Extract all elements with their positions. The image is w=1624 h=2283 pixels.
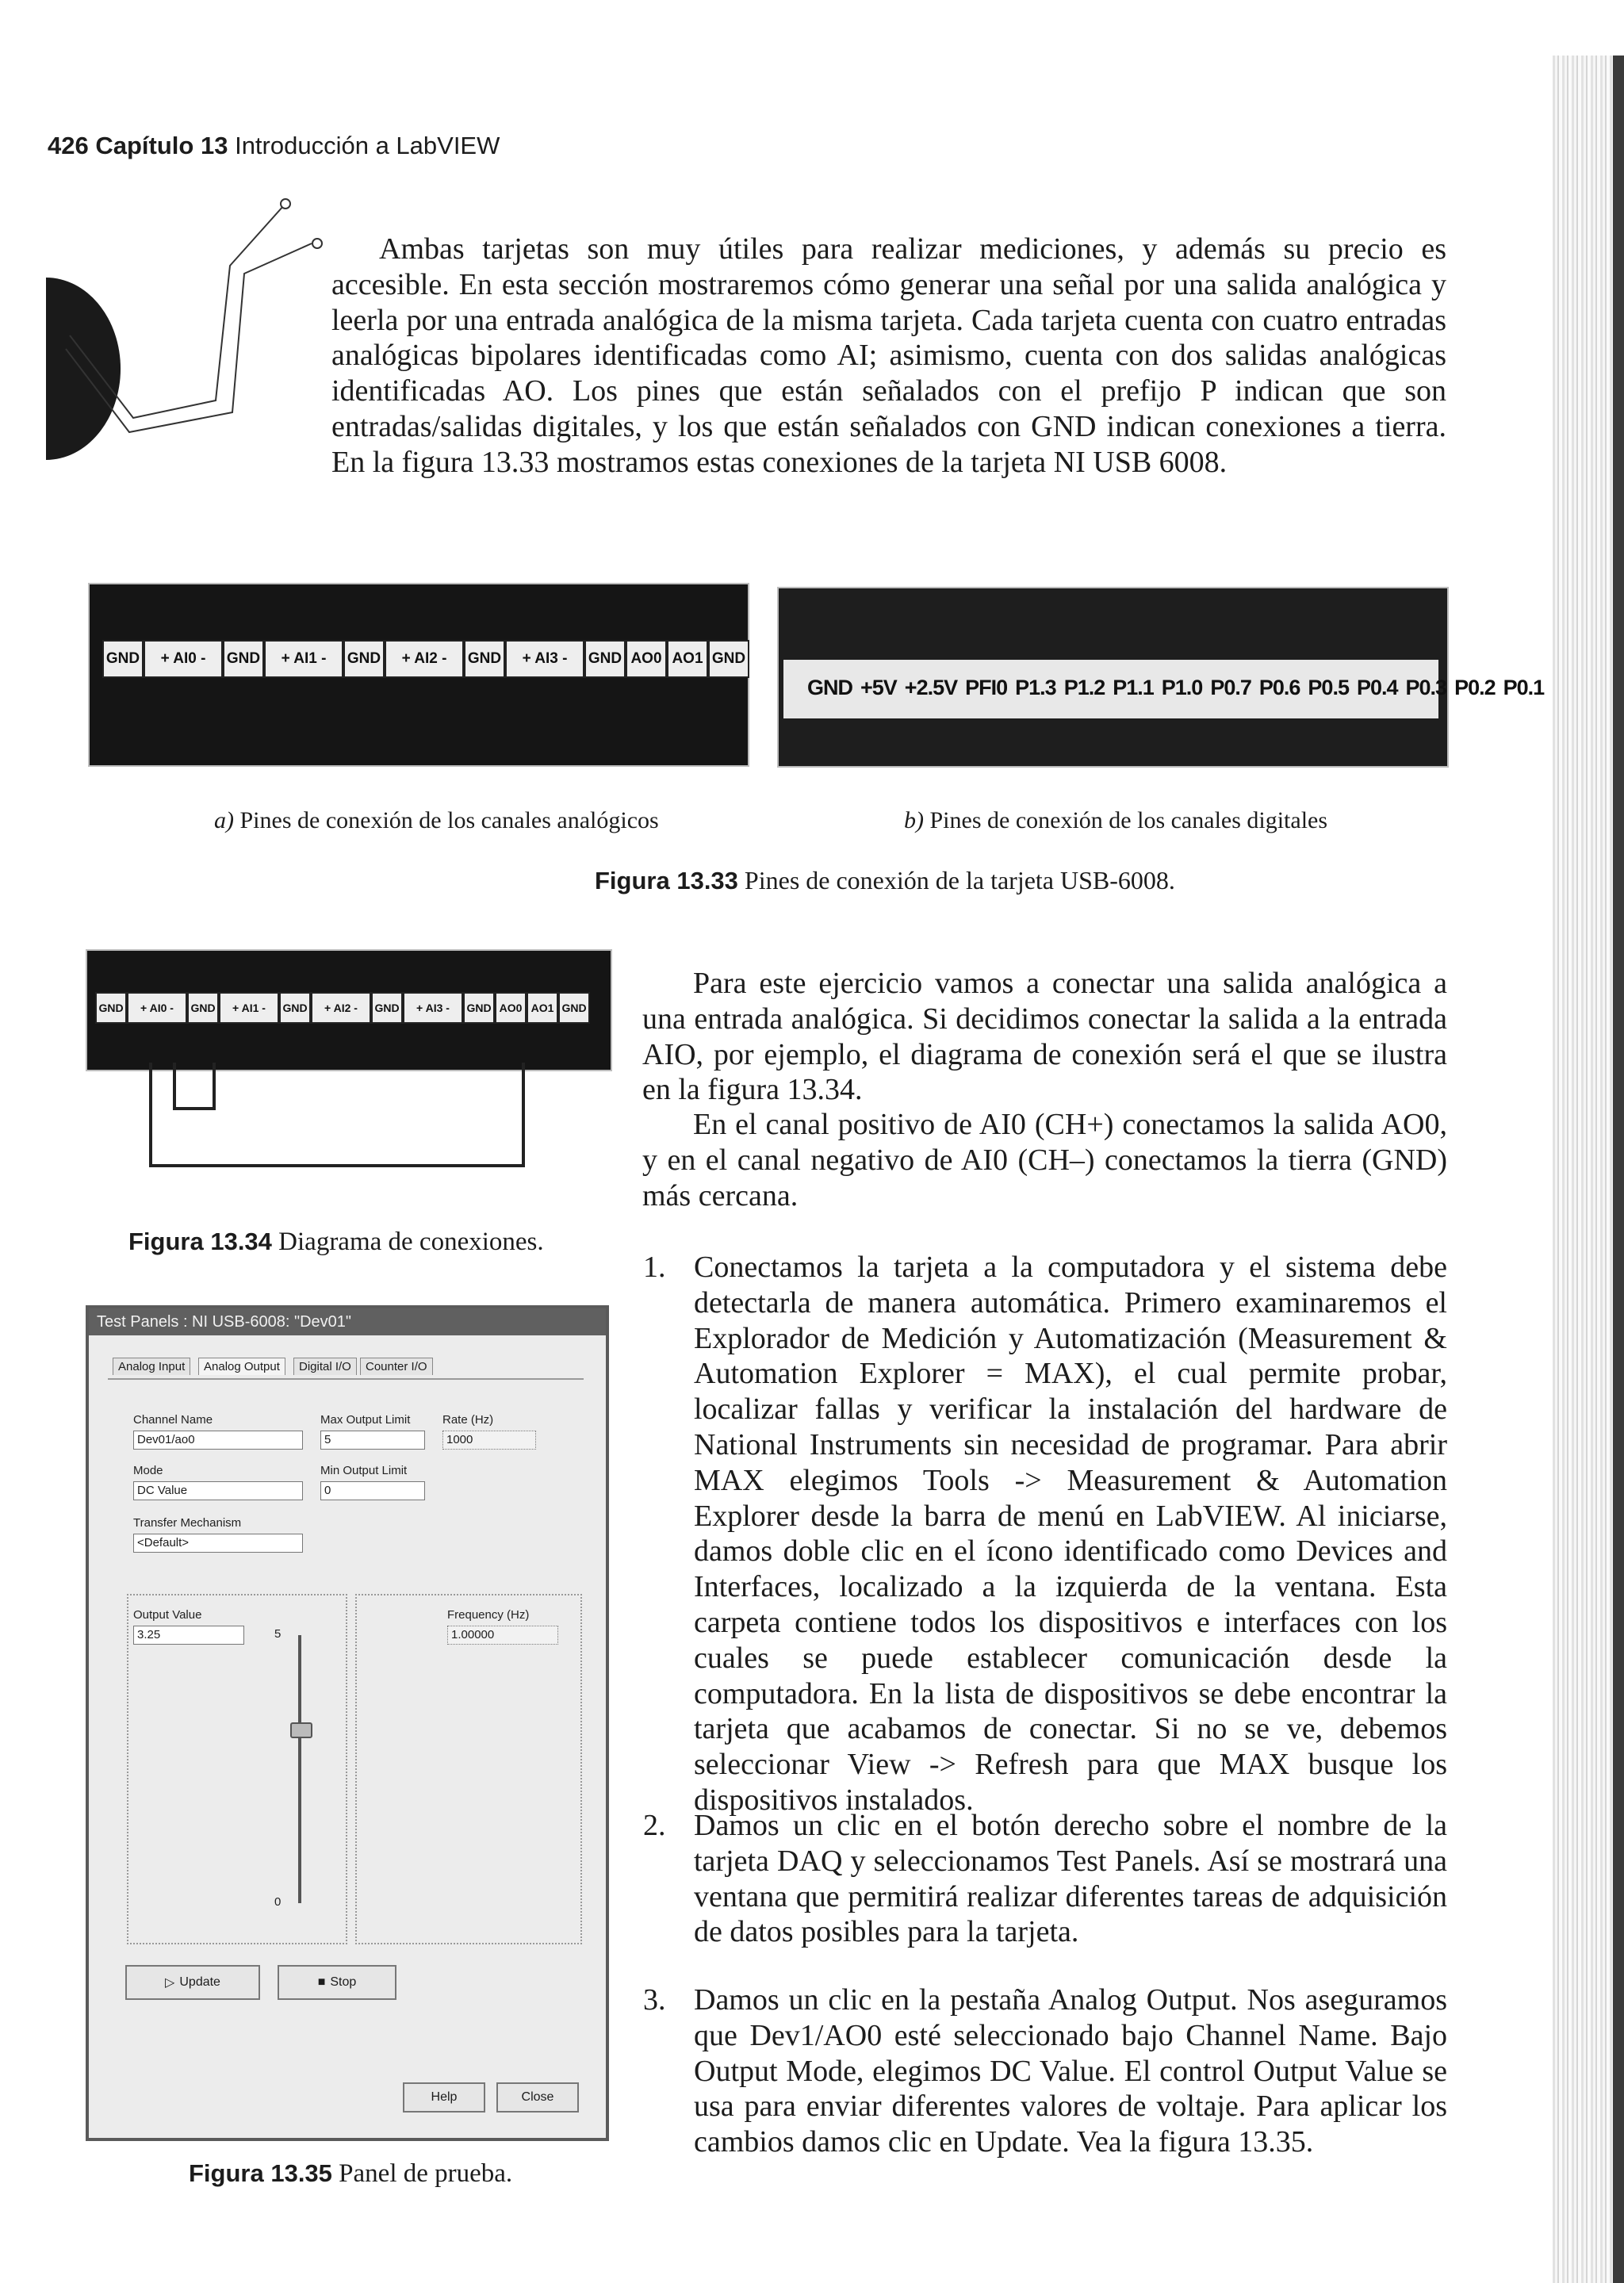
- tab-analog-output[interactable]: Analog Output: [198, 1358, 285, 1375]
- digital-terminal-label: P1.0: [1161, 676, 1203, 699]
- caption-b-letter: b): [904, 807, 924, 833]
- figure-13-33-label: Figura 13.33: [595, 867, 738, 894]
- figure-13-35-caption: [189, 2159, 512, 2189]
- terminal-label: + AI1 -: [219, 992, 279, 1024]
- output-value-group: [127, 1594, 347, 1944]
- step-1: [643, 1250, 1447, 1818]
- connection-terminal-strip: [95, 992, 590, 1024]
- connection-wires: [143, 1063, 539, 1174]
- transfer-mechanism-select[interactable]: <Default>: [133, 1534, 303, 1553]
- digital-terminal-label: P0.7: [1210, 676, 1251, 699]
- terminal-label: GND: [708, 640, 749, 678]
- output-slider-track[interactable]: [298, 1635, 301, 1903]
- body-paragraph-1: Para este ejercicio vamos a conectar una salida analógica a una entrada analógica. Si decidimos conectar la salida a la entrada AIO, por ejemplo, el diagrama de conexión será el que se ilustra en la figura 13.34.: [642, 967, 1447, 1107]
- terminal-label: GND: [558, 992, 590, 1024]
- play-icon: ▷: [165, 1976, 175, 1990]
- scanned-page-edge-shadow: [1613, 56, 1624, 2283]
- intro-paragraph: Ambas tarjetas son muy útiles para realizar mediciones, y además su precio es accesible. En esta sección mostraremos cómo generar una señal por una salida analógica y leerla por una entrada analógica de la misma tarjeta. Cada tarjeta cuenta con cuatro entradas analógicas bipolares identificadas como AI; asimismo, cuenta con dos salidas analógicas identificadas AO. Los pines que están señalados con el prefijo P indican que son entradas/salidas digitales, y los que están señalados con GND indican conexiones a tierra. En la figura 13.33 mostramos estas conexiones de la tarjeta NI USB 6008.: [331, 232, 1446, 479]
- digital-terminal-label: PFI0: [965, 676, 1008, 699]
- figure-13-33-text: Pines de conexión de la tarjeta USB-6008.: [744, 866, 1175, 894]
- figure-13-35-label: Figura 13.35: [189, 2159, 332, 2187]
- terminal-label: GND: [95, 992, 127, 1024]
- body-paragraph-2: En el canal positivo de AI0 (CH+) conectamos la salida AO0, y en el canal negativo de AI0 (CH–) conectamos la tierra (GND) más cercana.: [642, 1108, 1447, 1212]
- transfer-mechanism-label: Transfer Mechanism: [133, 1516, 242, 1530]
- terminal-label: GND: [463, 992, 495, 1024]
- digital-terminal-label: P0.1: [1503, 676, 1545, 699]
- terminal-label: + AI2 -: [385, 640, 464, 678]
- terminal-label: AO1: [667, 640, 708, 678]
- output-slider-handle[interactable]: [290, 1722, 312, 1738]
- terminal-label: + AI3 -: [403, 992, 463, 1024]
- connection-diagram-photo: [86, 949, 612, 1071]
- terminal-label: GND: [279, 992, 311, 1024]
- terminal-label: + AI0 -: [144, 640, 223, 678]
- update-button[interactable]: [125, 1965, 260, 2000]
- step-3-text: Damos un clic en la pestaña Analog Output. Nos aseguramos que Dev1/AO0 esté seleccionado bajo Channel Name. Bajo Output Mode, elegimos DC Value. El control Output Value se usa para enviar diferentes valores de voltaje. Para aplicar los cambios damos clic en Update. Vea la figura 13.35.: [694, 1983, 1447, 2159]
- terminal-label: GND: [102, 640, 144, 678]
- help-button[interactable]: Help: [403, 2082, 485, 2113]
- max-output-label: Max Output Limit: [320, 1413, 411, 1427]
- step-3: [643, 1982, 1447, 2160]
- test-panel-window: [86, 1305, 609, 2141]
- update-button-label: Update: [179, 1975, 220, 1989]
- digital-terminal-strip: [807, 676, 1601, 700]
- rate-label: Rate (Hz): [442, 1413, 494, 1427]
- terminal-label: + AI1 -: [264, 640, 343, 678]
- digital-terminal-label: P0.5: [1308, 676, 1349, 699]
- terminal-label: GND: [223, 640, 264, 678]
- digital-terminal-label: P1.1: [1113, 676, 1154, 699]
- terminal-label: GND: [343, 640, 385, 678]
- figure-13-33-caption-b: [904, 807, 1327, 834]
- tab-digital-io[interactable]: Digital I/O: [293, 1358, 357, 1375]
- digital-pins-photo: [777, 587, 1545, 768]
- figure-13-33-caption: [595, 866, 1175, 895]
- digital-terminal-label: P0.6: [1258, 676, 1300, 699]
- rate-input[interactable]: 1000: [442, 1431, 536, 1450]
- figure-13-33-caption-a: [214, 807, 659, 834]
- slider-max-label: 5: [274, 1627, 282, 1641]
- analog-pins-photo: [88, 583, 749, 767]
- step-1-text: Conectamos la tarjeta a la computadora y el sistema debe detectarla de manera automática. Primero examinaremos el Explorador de Medición y Automatización (Measurement & Automation Explorer = MAX), el cual permite probar, localizar fallas y verificar la instalación del hardware de National Instruments sin necesidad de programar. Para abrir MAX elegimos Tools -> Measurement & Automation Explorer desde la barra de menú en LabVIEW. Al iniciarse, damos doble clic en el ícono identificado como Devices and Interfaces, localizado a la izquierda de la ventana. Esta carpeta contiene todos los dispositivos e interfaces con los cuales se puede establecer comunicación desde la computadora. En la lista de dispositivos se debe encontrar la tarjeta que acabamos de conectar. Si no se ve, debemos seleccionar View -> Refresh para que MAX busque los dispositivos instalados.: [694, 1251, 1447, 1817]
- test-panel-title: Test Panels : NI USB-6008: "Dev01": [89, 1308, 606, 1335]
- channel-name-select[interactable]: Dev01/ao0: [133, 1431, 303, 1450]
- step-2: [643, 1808, 1447, 1950]
- terminal-label: GND: [187, 992, 219, 1024]
- terminal-label: AO0: [495, 992, 527, 1024]
- figure-13-34-text: Diagrama de conexiones.: [278, 1228, 544, 1256]
- frequency-input[interactable]: 1.00000: [447, 1626, 558, 1645]
- caption-b-text: Pines de conexión de los canales digitales: [929, 807, 1328, 833]
- terminal-label: AO1: [527, 992, 558, 1024]
- min-output-input[interactable]: 0: [320, 1481, 425, 1500]
- step-1-number: 1.: [643, 1251, 666, 1284]
- min-output-label: Min Output Limit: [320, 1464, 408, 1477]
- terminal-label: GND: [371, 992, 403, 1024]
- mode-select[interactable]: DC Value: [133, 1481, 303, 1500]
- circuit-ornament-icon: [46, 194, 331, 464]
- tab-analog-input[interactable]: Analog Input: [113, 1358, 190, 1375]
- output-value-label: Output Value: [133, 1608, 202, 1622]
- stop-icon: ■: [317, 1975, 326, 1989]
- digital-terminal-label: P1.2: [1063, 676, 1105, 699]
- figure-13-34-caption: [128, 1228, 544, 1257]
- terminal-label: + AI0 -: [127, 992, 187, 1024]
- caption-a-letter: a): [214, 807, 234, 833]
- step-2-number: 2.: [643, 1809, 666, 1842]
- chapter-label: Capítulo 13: [95, 132, 228, 159]
- mode-label: Mode: [133, 1464, 163, 1477]
- terminal-label: GND: [464, 640, 505, 678]
- caption-a-text: Pines de conexión de los canales analógicos: [239, 807, 659, 833]
- digital-terminal-label: P1.3: [1015, 676, 1056, 699]
- digital-terminal-label: P0.4: [1356, 676, 1398, 699]
- page-header: [48, 132, 500, 160]
- digital-terminal-label: +2.5V: [904, 676, 958, 699]
- digital-terminal-label: GND: [807, 676, 852, 699]
- page-number: 426: [48, 132, 89, 159]
- terminal-label: + AI3 -: [505, 640, 584, 678]
- output-value-input[interactable]: 3.25: [133, 1626, 244, 1645]
- terminal-label: AO0: [626, 640, 667, 678]
- tab-divider: [108, 1378, 584, 1380]
- stop-button[interactable]: [278, 1965, 396, 2000]
- max-output-input[interactable]: 5: [320, 1431, 425, 1450]
- step-3-number: 3.: [643, 1983, 666, 2017]
- figure-13-35-text: Panel de prueba.: [339, 2159, 513, 2188]
- digital-terminal-label: P0.3: [1405, 676, 1447, 699]
- stop-button-label: Stop: [330, 1975, 357, 1989]
- digital-terminal-label: P0.2: [1454, 676, 1496, 699]
- frequency-group: [355, 1594, 582, 1944]
- frequency-label: Frequency (Hz): [447, 1608, 530, 1622]
- channel-name-label: Channel Name: [133, 1413, 213, 1427]
- terminal-label: GND: [584, 640, 626, 678]
- terminal-label: + AI2 -: [311, 992, 371, 1024]
- close-button[interactable]: Close: [496, 2082, 579, 2113]
- analog-terminal-strip: [102, 640, 749, 678]
- digital-terminal-label: +5V: [860, 676, 897, 699]
- tab-counter-io[interactable]: Counter I/O: [360, 1358, 433, 1375]
- step-2-text: Damos un clic en el botón derecho sobre el nombre de la tarjeta DAQ y seleccionamos Test Panels. Así se mostrará una ventana que permitirá realizar diferentes tareas de adquisición de datos posibles para la tarjeta.: [694, 1809, 1447, 1949]
- figure-13-34-label: Figura 13.34: [128, 1228, 272, 1255]
- chapter-title: Introducción a LabVIEW: [235, 132, 500, 159]
- slider-min-label: 0: [274, 1895, 282, 1909]
